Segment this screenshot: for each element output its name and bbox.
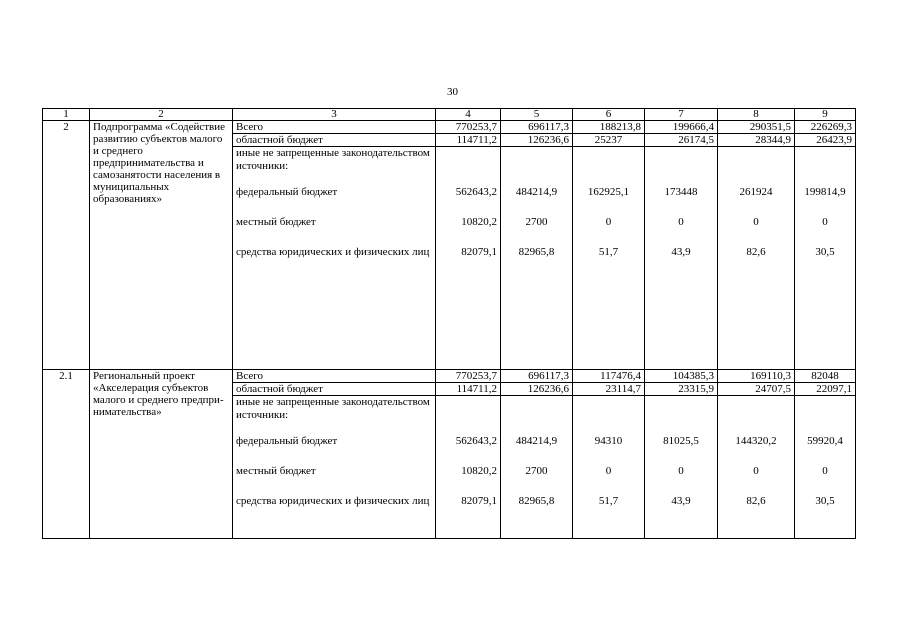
sources-values-cell bbox=[645, 396, 718, 539]
row-label: Всего bbox=[233, 370, 436, 383]
other-sources-label: иные не запрещенные законодательством источники: bbox=[236, 147, 430, 172]
table-cell: 114711,2 bbox=[436, 383, 501, 396]
row-label: областной бюджет bbox=[233, 383, 436, 396]
table-cell: 51,7 bbox=[598, 246, 619, 258]
table-cell: 696117,3 bbox=[501, 121, 573, 134]
table-cell: 126236,6 bbox=[501, 383, 573, 396]
sources-values-cell bbox=[501, 147, 573, 370]
row-label: областной бюджет bbox=[233, 134, 436, 147]
sources-labels-cell bbox=[233, 147, 436, 370]
sources-values-cell bbox=[795, 396, 856, 539]
sources-labels-cell bbox=[233, 396, 436, 539]
table-cell: 26423,9 bbox=[795, 134, 856, 147]
column-header: 6 bbox=[573, 109, 645, 121]
table-cell: 188213,8 bbox=[573, 121, 645, 134]
table-cell: 51,7 bbox=[598, 495, 619, 507]
table-cell: 10820,2 bbox=[461, 216, 497, 228]
sub-row-label: средства юридических и физических лиц bbox=[236, 495, 430, 507]
sources-values-cell bbox=[645, 147, 718, 370]
row-label: Всего bbox=[233, 121, 436, 134]
table-cell: 144320,2 bbox=[735, 435, 777, 447]
table-cell: 82048 bbox=[795, 370, 856, 383]
section-number: 2 bbox=[43, 121, 90, 370]
table-cell: 82079,1 bbox=[461, 246, 497, 258]
sub-row-label: местный бюджет bbox=[236, 465, 316, 477]
table-cell: 28344,9 bbox=[718, 134, 795, 147]
other-sources-label: иные не запрещенные законодательством источники: bbox=[236, 396, 430, 421]
table-cell: 23114,7 bbox=[573, 383, 645, 396]
column-header: 9 bbox=[795, 109, 856, 121]
table-cell: 484214,9 bbox=[515, 435, 558, 447]
section-title: Подпрограмма «Содействие развитию субъектов малого и среднего предпринимательства и самозанятости населения в муниципальных образованиях» bbox=[90, 121, 233, 370]
table-cell: 162925,1 bbox=[587, 186, 630, 198]
table-cell: 117476,4 bbox=[573, 370, 645, 383]
table-cell: 562643,2 bbox=[455, 435, 497, 447]
column-header: 8 bbox=[718, 109, 795, 121]
table-cell: 82965,8 bbox=[518, 495, 555, 507]
table-cell: 0 bbox=[822, 465, 828, 477]
table-row bbox=[43, 370, 856, 383]
table-cell: 104385,3 bbox=[645, 370, 718, 383]
table-cell: 30,5 bbox=[815, 246, 835, 258]
sources-values-cell bbox=[436, 396, 501, 539]
column-header: 1 bbox=[43, 109, 90, 121]
table-cell: 10820,2 bbox=[461, 465, 497, 477]
table-cell: 290351,5 bbox=[718, 121, 795, 134]
table-cell: 82079,1 bbox=[461, 495, 497, 507]
table-cell: 169110,3 bbox=[718, 370, 795, 383]
sub-row-label: средства юридических и физических лиц bbox=[236, 246, 430, 258]
section-number: 2.1 bbox=[43, 370, 90, 539]
table-cell: 562643,2 bbox=[455, 186, 497, 198]
table-cell: 22097,1 bbox=[795, 383, 856, 396]
table-cell: 43,9 bbox=[671, 246, 691, 258]
table-cell: 82,6 bbox=[746, 495, 766, 507]
table-cell: 59920,4 bbox=[807, 435, 843, 447]
table-cell: 199666,4 bbox=[645, 121, 718, 134]
budget-table bbox=[42, 108, 856, 539]
table-cell: 0 bbox=[605, 216, 612, 228]
column-header: 3 bbox=[233, 109, 436, 121]
table-cell: 0 bbox=[678, 216, 684, 228]
table-cell: 770253,7 bbox=[436, 370, 501, 383]
column-header: 7 bbox=[645, 109, 718, 121]
table-cell: 23315,9 bbox=[645, 383, 718, 396]
table-cell: 696117,3 bbox=[501, 370, 573, 383]
table-cell: 81025,5 bbox=[663, 435, 699, 447]
table-cell: 126236,6 bbox=[501, 134, 573, 147]
table-cell: 82965,8 bbox=[518, 246, 555, 258]
table-cell: 2700 bbox=[525, 465, 548, 477]
page-number: 30 bbox=[447, 86, 458, 98]
table-cell: 114711,2 bbox=[436, 134, 501, 147]
sources-values-cell bbox=[718, 147, 795, 370]
table-cell: 173448 bbox=[664, 186, 698, 198]
table-cell: 24707,5 bbox=[718, 383, 795, 396]
table-cell: 2700 bbox=[525, 216, 548, 228]
table-cell: 226269,3 bbox=[795, 121, 856, 134]
sources-values-cell bbox=[573, 147, 645, 370]
sources-values-cell bbox=[795, 147, 856, 370]
sources-values-cell bbox=[573, 396, 645, 539]
table-row bbox=[43, 121, 856, 134]
table-cell: 25237 bbox=[573, 134, 645, 147]
table-cell: 770253,7 bbox=[436, 121, 501, 134]
table-cell: 199814,9 bbox=[804, 186, 846, 198]
table-cell: 0 bbox=[605, 465, 612, 477]
table-header-row bbox=[43, 109, 856, 121]
table-cell: 261924 bbox=[739, 186, 773, 198]
table-cell: 43,9 bbox=[671, 495, 691, 507]
table-cell: 82,6 bbox=[746, 246, 766, 258]
sources-values-cell bbox=[501, 396, 573, 539]
sub-row-label: местный бюджет bbox=[236, 216, 316, 228]
table-cell: 0 bbox=[678, 465, 684, 477]
table-cell: 30,5 bbox=[815, 495, 835, 507]
sources-values-cell bbox=[718, 396, 795, 539]
table-cell: 94310 bbox=[594, 435, 623, 447]
column-header: 4 bbox=[436, 109, 501, 121]
table-cell: 484214,9 bbox=[515, 186, 558, 198]
table-cell: 26174,5 bbox=[645, 134, 718, 147]
column-header: 5 bbox=[501, 109, 573, 121]
table-cell: 0 bbox=[753, 465, 759, 477]
section-title: Региональный проект «Акселерация субъектов малого и среднего предпри-нимательства» bbox=[90, 370, 233, 539]
sources-values-cell bbox=[436, 147, 501, 370]
sub-row-label: федеральный бюджет bbox=[236, 435, 338, 447]
sub-row-label: федеральный бюджет bbox=[236, 186, 338, 198]
table-cell: 0 bbox=[822, 216, 828, 228]
column-header: 2 bbox=[90, 109, 233, 121]
table-cell: 0 bbox=[753, 216, 759, 228]
